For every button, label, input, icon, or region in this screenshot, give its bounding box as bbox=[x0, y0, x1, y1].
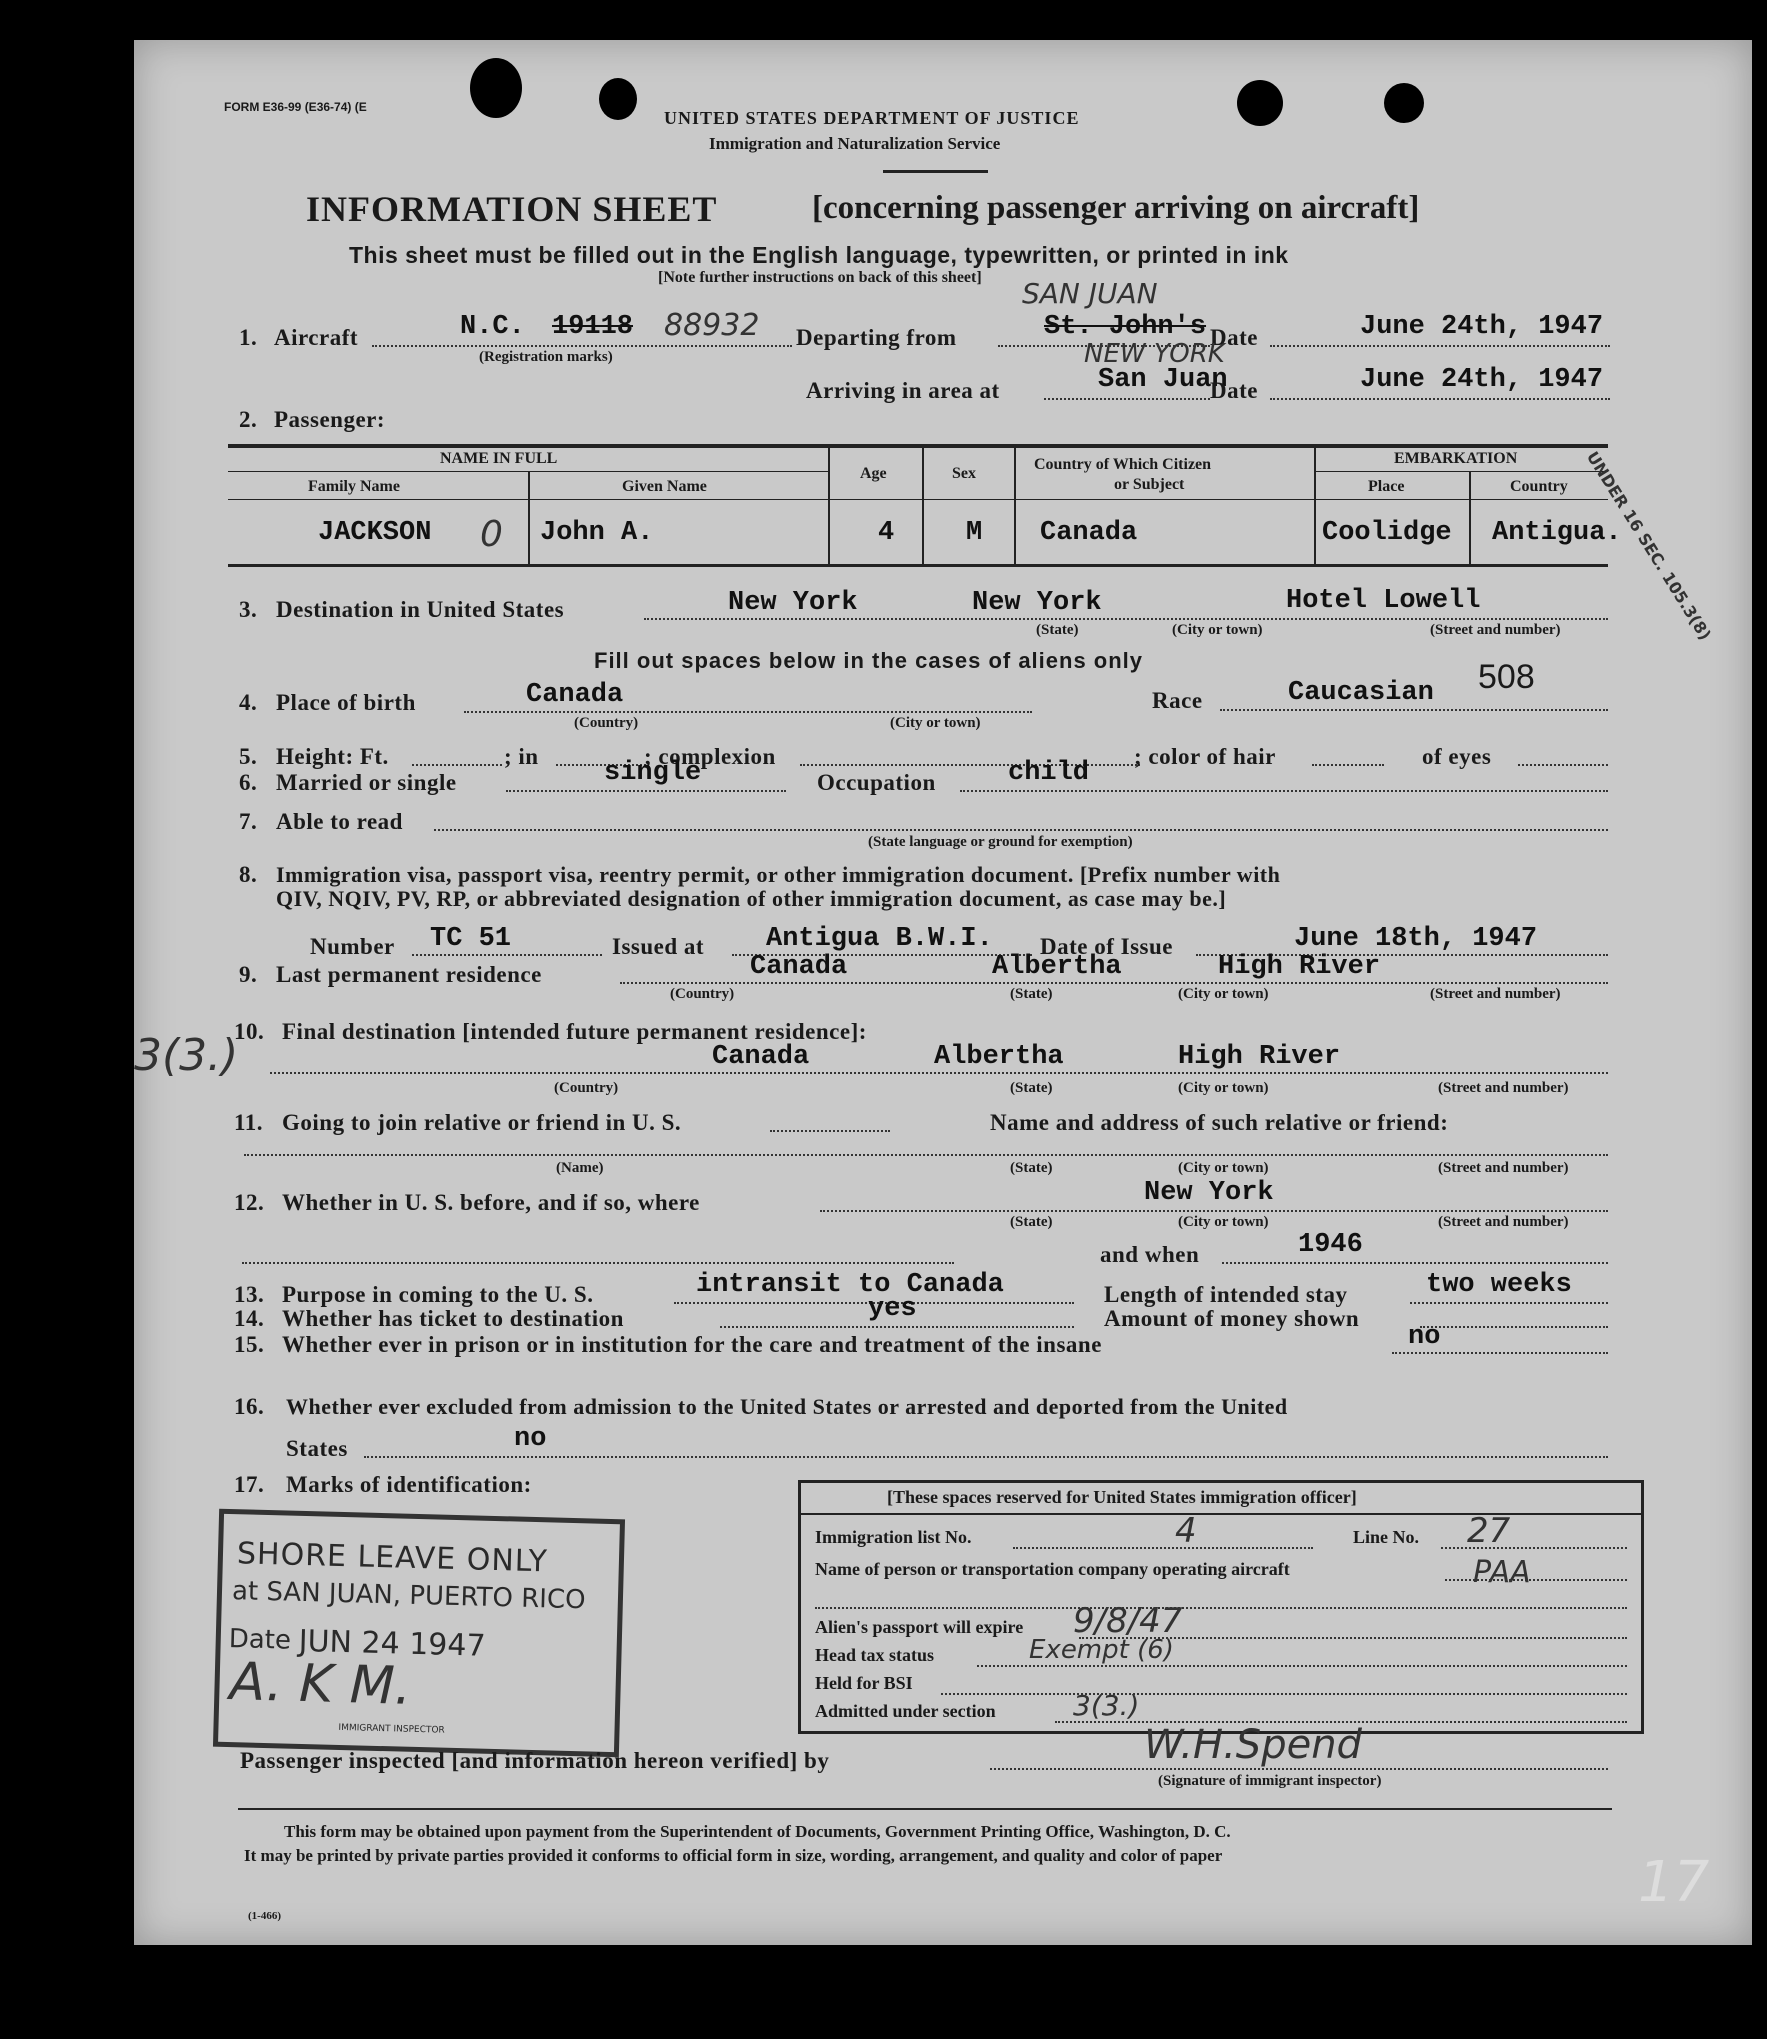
caption-state: (State) bbox=[1010, 1080, 1053, 1096]
caption-state: (State) bbox=[1010, 1160, 1053, 1176]
caption-street: (Street and number) bbox=[1430, 986, 1561, 1002]
line-label: Line No. bbox=[1353, 1527, 1420, 1547]
caption-street: (Street and number) bbox=[1438, 1214, 1569, 1230]
aliens-note: Fill out spaces below in the cases of aliens only bbox=[594, 648, 1144, 673]
item-number: 4. bbox=[239, 690, 258, 715]
punch-hole bbox=[1237, 80, 1283, 126]
caption-city: (City or town) bbox=[1178, 1080, 1269, 1096]
dotted-line bbox=[720, 1326, 1074, 1328]
read-caption: (State language or ground for exemption) bbox=[868, 834, 1133, 850]
stamp-caption: IMMIGRANT INSPECTOR bbox=[338, 1722, 445, 1736]
bsi-label: Held for BSI bbox=[815, 1673, 913, 1693]
arriving-place: San Juan bbox=[1098, 365, 1228, 395]
purpose-label: Purpose in coming to the U. S. bbox=[282, 1282, 594, 1307]
residence-country: Canada bbox=[750, 952, 848, 982]
caption-state: (State) bbox=[1036, 622, 1079, 638]
caption-name: (Name) bbox=[556, 1160, 604, 1176]
punch-hole bbox=[470, 58, 522, 118]
complexion-label: ; complexion bbox=[644, 744, 776, 769]
occupation: child bbox=[1008, 758, 1090, 788]
under-16-stamp: UNDER 16 SEC. 105.3(8) bbox=[1582, 448, 1715, 644]
inches-label: ; in bbox=[504, 744, 539, 769]
date-label: Date bbox=[1210, 325, 1258, 350]
dotted-line bbox=[434, 829, 1608, 831]
header-place: Place bbox=[1368, 478, 1405, 495]
caption-city: (City or town) bbox=[890, 715, 981, 731]
page-title: INFORMATION SHEET bbox=[306, 189, 718, 229]
dotted-line bbox=[1410, 1302, 1608, 1304]
destination-label: Destination in United States bbox=[276, 597, 565, 622]
stamp-date-label: Date bbox=[228, 1624, 292, 1656]
hair-label: ; color of hair bbox=[1134, 744, 1276, 769]
footer-code: (1-466) bbox=[248, 1910, 281, 1922]
aircraft-label: Aircraft bbox=[274, 325, 359, 350]
citizenship: Canada bbox=[1040, 518, 1138, 548]
purpose: intransit to Canada bbox=[696, 1270, 1004, 1300]
embarkation-country: Antigua. bbox=[1492, 518, 1622, 548]
prison-label: Whether ever in prison or in institution for the care and treatment of the insane bbox=[282, 1332, 1102, 1357]
dotted-line bbox=[1312, 764, 1384, 766]
caption-city: (City or town) bbox=[1172, 622, 1263, 638]
arrival-date: June 24th, 1947 bbox=[1360, 365, 1604, 395]
item-number: 3. bbox=[239, 597, 258, 622]
dotted-line bbox=[977, 1665, 1627, 1667]
departing-label: Departing from bbox=[796, 325, 957, 350]
inspection-label: Passenger inspected [and information hereon verified] by bbox=[240, 1748, 830, 1773]
occupation-label: Occupation bbox=[817, 770, 936, 795]
inspector-initials: A. K M. bbox=[228, 1652, 412, 1717]
signature-caption: (Signature of immigrant inspector) bbox=[1158, 1773, 1382, 1789]
relative-name-label: Name and address of such relative or friend: bbox=[990, 1110, 1449, 1135]
header-sex: Sex bbox=[952, 465, 976, 482]
officer-box-header: [These spaces reserved for United States immigration officer] bbox=[887, 1487, 1357, 1507]
eyes-label: of eyes bbox=[1422, 744, 1492, 769]
page-subtitle: [concerning passenger arriving on aircraft] bbox=[812, 190, 1420, 226]
stay-label: Length of intended stay bbox=[1104, 1282, 1348, 1307]
dotted-line bbox=[1270, 345, 1610, 347]
stamp-date: JUN 24 1947 bbox=[298, 1623, 486, 1664]
caption-city: (City or town) bbox=[1178, 1214, 1269, 1230]
dotted-line bbox=[242, 1262, 954, 1264]
company-label: Name of person or transportation company operating aircraft bbox=[815, 1559, 1290, 1579]
dotted-line bbox=[620, 982, 1608, 984]
aircraft-number-struck: 19118 bbox=[552, 312, 634, 342]
instruction-note: [Note further instructions on back of this sheet] bbox=[658, 269, 982, 286]
final-country: Canada bbox=[712, 1042, 810, 1072]
footer-rule bbox=[238, 1808, 1612, 1810]
previous-visit-label: Whether in U. S. before, and if so, where bbox=[282, 1190, 700, 1215]
dotted-line bbox=[1044, 398, 1210, 400]
form-number: FORM E36-99 (E36-74) (E bbox=[224, 100, 367, 114]
dotted-line bbox=[270, 1072, 1608, 1074]
shore-leave-stamp bbox=[213, 1509, 625, 1758]
list-number: 4 bbox=[1175, 1511, 1197, 1551]
department-name: UNITED STATES DEPARTMENT OF JUSTICE bbox=[664, 108, 1080, 128]
form-sheet bbox=[134, 40, 1752, 1945]
previous-visit-year: 1946 bbox=[1298, 1230, 1363, 1260]
caption-city: (City or town) bbox=[1178, 986, 1269, 1002]
item-number: 14. bbox=[234, 1306, 265, 1331]
service-name: Immigration and Naturalization Service bbox=[709, 134, 1001, 153]
header-rule bbox=[883, 170, 988, 173]
header-family-name: Family Name bbox=[308, 478, 400, 495]
header-emb-country: Country bbox=[1510, 478, 1568, 495]
final-state: Albertha bbox=[934, 1042, 1064, 1072]
caption-country: (Country) bbox=[554, 1080, 619, 1096]
dotted-line bbox=[820, 1210, 1608, 1212]
caption-city: (City or town) bbox=[1178, 1160, 1269, 1176]
punch-hole bbox=[599, 78, 637, 120]
race-label: Race bbox=[1152, 688, 1203, 713]
item-number: 12. bbox=[234, 1190, 265, 1215]
dotted-line bbox=[364, 1456, 1608, 1458]
punch-hole bbox=[1384, 83, 1424, 123]
dotted-line bbox=[464, 711, 1032, 713]
given-name: John A. bbox=[540, 518, 654, 548]
dotted-line bbox=[990, 1768, 1608, 1770]
excluded-label: Whether ever excluded from admission to the United States or arrested and deported from the United bbox=[286, 1394, 1288, 1419]
registration-caption: (Registration marks) bbox=[479, 349, 613, 365]
inspector-signature: W.H.Spend bbox=[1144, 1722, 1362, 1768]
dotted-line bbox=[644, 618, 1608, 620]
residence-city: High River bbox=[1218, 952, 1381, 982]
residence-state: Albertha bbox=[992, 952, 1122, 982]
tax-label: Head tax status bbox=[815, 1645, 935, 1665]
previous-visit-city: New York bbox=[1144, 1178, 1274, 1208]
admitted-section: 3(3.) bbox=[1073, 1689, 1140, 1722]
money-label: Amount of money shown bbox=[1104, 1306, 1360, 1331]
dotted-line bbox=[1420, 1326, 1608, 1328]
footer-line-2: It may be printed by private parties provided it conforms to official form in size, wording, arrangement, and quality and color of paper bbox=[244, 1846, 1223, 1865]
header-given-name: Given Name bbox=[622, 478, 707, 495]
family-name-mark: 0 bbox=[480, 514, 503, 555]
item-number: 2. bbox=[239, 407, 258, 432]
footer-line-1: This form may be obtained upon payment from the Superintendent of Documents, Government Printing Office, Washington, D. C. bbox=[284, 1822, 1231, 1841]
header-age: Age bbox=[860, 465, 887, 482]
item-number: 5. bbox=[239, 744, 258, 769]
dotted-line bbox=[1013, 1547, 1313, 1549]
item-number: 16. bbox=[234, 1394, 265, 1419]
item-number: 15. bbox=[234, 1332, 265, 1357]
caption-state: (State) bbox=[1010, 1214, 1053, 1230]
embarkation-place: Coolidge bbox=[1322, 518, 1452, 548]
issued-label: Issued at bbox=[612, 934, 705, 959]
line-number: 27 bbox=[1467, 1511, 1511, 1551]
aircraft-prefix: N.C. bbox=[460, 312, 525, 342]
instruction: This sheet must be filled out in the English language, typewritten, or printed in ink bbox=[349, 242, 1289, 268]
prison-answer: no bbox=[1408, 1322, 1441, 1352]
dotted-line bbox=[412, 954, 602, 956]
birth-country: Canada bbox=[526, 680, 624, 710]
dotted-line bbox=[1220, 709, 1608, 711]
dotted-line bbox=[1270, 398, 1610, 400]
dotted-line bbox=[506, 790, 786, 792]
final-city: High River bbox=[1178, 1042, 1341, 1072]
header-name-in-full: NAME IN FULL bbox=[440, 450, 558, 467]
item-number: 7. bbox=[239, 809, 258, 834]
dotted-line bbox=[1222, 1262, 1608, 1264]
item-number: 13. bbox=[234, 1282, 265, 1307]
identification-label: Marks of identification: bbox=[286, 1472, 532, 1497]
dotted-line bbox=[412, 764, 502, 766]
list-label: Immigration list No. bbox=[815, 1527, 972, 1547]
join-relative-label: Going to join relative or friend in U. S. bbox=[282, 1110, 682, 1135]
item-number: 11. bbox=[234, 1110, 263, 1135]
destination-city: New York bbox=[972, 588, 1102, 618]
item-number: 8. bbox=[239, 862, 258, 887]
admitted-label: Admitted under section bbox=[815, 1701, 996, 1721]
dotted-line bbox=[1518, 764, 1608, 766]
date-label: Date bbox=[1210, 378, 1258, 403]
passport-expiry: 9/8/47 bbox=[1073, 1601, 1183, 1641]
issue-date: June 18th, 1947 bbox=[1294, 924, 1538, 954]
dotted-line bbox=[815, 1607, 1627, 1609]
header-country-2: or Subject bbox=[1114, 476, 1185, 493]
ticket: yes bbox=[868, 1294, 917, 1324]
departing-struck: St. John's bbox=[1044, 312, 1207, 342]
number-label: Number bbox=[310, 934, 395, 959]
sex: M bbox=[966, 518, 983, 548]
caption-country: (Country) bbox=[574, 715, 639, 731]
item-number: 17. bbox=[234, 1472, 265, 1497]
stamp-line-2: at SAN JUAN, PUERTO RICO bbox=[231, 1576, 586, 1616]
race: Caucasian bbox=[1288, 678, 1434, 708]
age: 4 bbox=[878, 518, 895, 548]
arriving-label: Arriving in area at bbox=[806, 378, 1000, 403]
item-number: 6. bbox=[239, 770, 258, 795]
when-label: and when bbox=[1100, 1242, 1200, 1267]
height-label: Height: Ft. bbox=[276, 744, 389, 769]
caption-street: (Street and number) bbox=[1438, 1160, 1569, 1176]
destination-state: New York bbox=[728, 588, 858, 618]
arriving-handwritten: NEW YORK bbox=[1084, 339, 1225, 369]
header-country: Country of Which Citizen bbox=[1034, 456, 1212, 473]
header-embarkation: EMBARKATION bbox=[1394, 450, 1518, 467]
excluded-answer: no bbox=[514, 1424, 547, 1454]
excluded-label-2: States bbox=[286, 1436, 348, 1461]
officer-box bbox=[798, 1480, 1644, 1734]
company: PAA bbox=[1473, 1555, 1531, 1590]
item-number: 9. bbox=[239, 962, 258, 987]
dotted-line bbox=[244, 1154, 1608, 1156]
stay-length: two weeks bbox=[1426, 1270, 1572, 1300]
departing-handwritten: SAN JUAN bbox=[1022, 277, 1158, 310]
dotted-line bbox=[372, 345, 792, 347]
issued-at: Antigua B.W.I. bbox=[766, 924, 993, 954]
document-number: TC 51 bbox=[430, 924, 512, 954]
item-number: 1. bbox=[239, 325, 258, 350]
birth-label: Place of birth bbox=[276, 690, 416, 715]
tax-status: Exempt (6) bbox=[1029, 1635, 1174, 1665]
caption-street: (Street and number) bbox=[1438, 1080, 1569, 1096]
margin-section-note: 3(3.) bbox=[134, 1030, 239, 1081]
passenger-label: Passenger: bbox=[274, 407, 386, 432]
departure-date: June 24th, 1947 bbox=[1360, 312, 1604, 342]
dotted-line bbox=[960, 790, 1608, 792]
marital-label: Married or single bbox=[276, 770, 457, 795]
destination-street: Hotel Lowell bbox=[1286, 586, 1481, 616]
page-number: 17 bbox=[1638, 1850, 1710, 1915]
final-destination-label: Final destination [intended future permanent residence]: bbox=[282, 1019, 867, 1044]
stamp-line-1: SHORE LEAVE ONLY bbox=[236, 1536, 549, 1580]
visa-label-1: Immigration visa, passport visa, reentry permit, or other immigration document. [Prefix number with bbox=[276, 862, 1281, 887]
issue-date-label: Date of Issue bbox=[1040, 934, 1173, 959]
aircraft-number-handwritten: 88932 bbox=[664, 308, 760, 343]
race-code: 508 bbox=[1478, 658, 1535, 696]
ticket-label: Whether has ticket to destination bbox=[282, 1306, 624, 1331]
passport-label: Alien's passport will expire bbox=[815, 1617, 1024, 1637]
family-name: JACKSON bbox=[318, 518, 432, 548]
dotted-line bbox=[1392, 1352, 1608, 1354]
caption-street: (Street and number) bbox=[1430, 622, 1561, 638]
visa-label-2: QIV, NQIV, PV, RP, or abbreviated designation of other immigration document, as case may be.] bbox=[276, 886, 1227, 911]
caption-country: (Country) bbox=[670, 986, 735, 1002]
item-number: 10. bbox=[234, 1019, 265, 1044]
caption-state: (State) bbox=[1010, 986, 1053, 1002]
residence-label: Last permanent residence bbox=[276, 962, 542, 987]
dotted-line bbox=[941, 1693, 1627, 1695]
dotted-line bbox=[770, 1130, 890, 1132]
read-label: Able to read bbox=[276, 809, 403, 834]
marital-status: single bbox=[604, 758, 702, 788]
